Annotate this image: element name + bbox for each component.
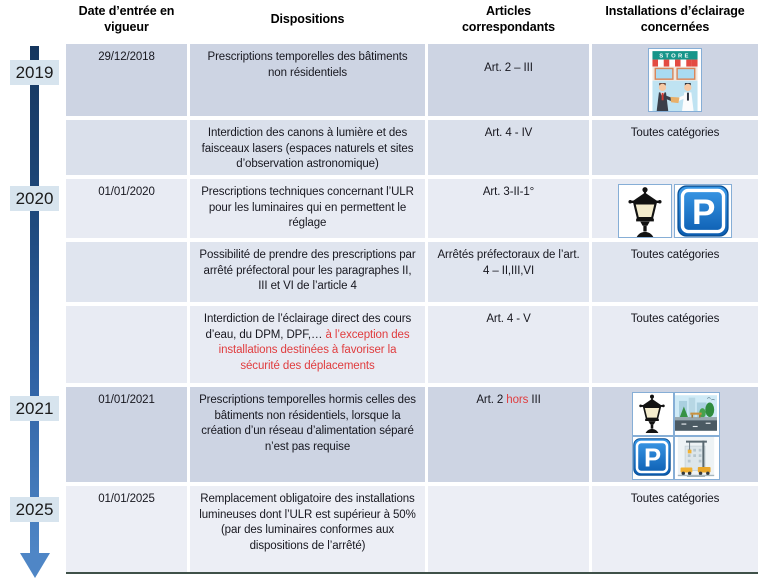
header-cell-dispositions: Dispositions: [190, 0, 425, 40]
highlighted-red-text: à l’exception des installations destinées à favoriser la sécurité des déplacements: [218, 328, 410, 372]
cell-installations: Toutes catégories: [592, 306, 758, 383]
timeline-arrow-down-icon: [20, 553, 50, 578]
cell-dispositions: [190, 120, 425, 175]
cell-articles: [428, 242, 589, 302]
cell-articles: [428, 179, 589, 238]
year-label: 2025: [15, 499, 54, 519]
cell-installations: Toutes catégories: [592, 120, 758, 175]
cell-text: Prescriptions temporelles hormis celles des bâtiments non résidentiels, lorsque la création d’un réseau d’alimentation séparé n’est pas requise: [199, 394, 416, 453]
svg-text:P: P: [692, 193, 716, 232]
cell-articles: [428, 387, 589, 482]
street-lamp-icon: [632, 392, 674, 436]
cell-date: 01/01/2020: [66, 179, 187, 238]
header-cell-installations: Installations d’éclairage concernées: [592, 0, 758, 40]
cell-articles: [428, 44, 589, 116]
cell-date: [66, 242, 187, 302]
cell-text: Art. 2 – III: [484, 62, 533, 74]
cell-text: Art. 4 - V: [486, 313, 531, 325]
cell-installations: Toutes catégories: [592, 486, 758, 572]
year-chip-2025: [10, 497, 59, 522]
storefront-businessmen-illustration: [648, 48, 702, 112]
cell-date: [66, 120, 187, 175]
highlighted-red-text: hors: [506, 394, 529, 406]
header-cell-date: Date d’entrée en vigueur: [66, 0, 187, 40]
cell-dispositions: [190, 387, 425, 482]
cell-dispositions: [190, 306, 425, 383]
timeline-bar: [30, 46, 39, 554]
svg-text:P: P: [643, 444, 661, 473]
cell-text: Prescriptions temporelles des bâtiments non résidentiels: [207, 51, 408, 79]
cell-installations: [592, 387, 758, 482]
cell-text: Prescriptions techniques concernant l’ULR pour les luminaires qui en permettent le réglage: [201, 186, 414, 230]
cell-text: Interdiction de l’éclairage direct des cours d’eau, du DPM, DPF,…: [203, 313, 412, 341]
cell-text: Arrêtés préfectoraux de l’art. 4 – II,III,VI: [437, 249, 580, 277]
year-chip-2021: [10, 396, 59, 421]
year-label: 2021: [15, 398, 54, 418]
city-park-illustration: [674, 392, 720, 436]
cell-articles: [428, 486, 589, 572]
cell-dispositions: [190, 179, 425, 238]
cell-text: Possibilité de prendre des prescriptions par arrêté préfectoral pour les paragraphes II, III et VI de l’article 4: [199, 249, 416, 293]
cell-dispositions: [190, 486, 425, 572]
cell-articles: [428, 120, 589, 175]
cell-text: Art. 4 - IV: [484, 127, 533, 139]
cell-date: 01/01/2025: [66, 486, 187, 572]
cell-dispositions: [190, 44, 425, 116]
cell-installations: [592, 179, 758, 238]
parking-sign-icon: [674, 184, 732, 238]
header-cell-articles: Articles correspondants: [428, 0, 589, 40]
svg-text:STORE: STORE: [659, 53, 691, 60]
cell-text: III: [528, 394, 541, 406]
cell-dispositions: [190, 242, 425, 302]
cell-text: Remplacement obligatoire des installations lumineuses dont l’ULR est supérieur à 50% (par des luminaires conformes aux dispositions de l’arrêté): [199, 493, 416, 552]
cell-installations: Toutes catégories: [592, 242, 758, 302]
year-chip-2020: [10, 186, 59, 211]
cell-installations: [592, 44, 758, 116]
year-chip-2019: [10, 60, 59, 85]
cell-date: [66, 306, 187, 383]
cell-text: Art. 2: [476, 394, 507, 406]
cell-articles: [428, 306, 589, 383]
regulations-table: [66, 0, 758, 572]
street-lamp-icon: [618, 184, 672, 238]
cell-text: Interdiction des canons à lumière et des faisceaux lasers (espaces naturels et sites d’observation astronomique): [201, 127, 414, 171]
cell-date: 01/01/2021: [66, 387, 187, 482]
cell-text: Art. 3-II-1°: [482, 186, 535, 198]
awning-stripes: [652, 60, 697, 67]
year-label: 2020: [15, 188, 54, 208]
parking-sign-icon: [632, 436, 674, 480]
cell-date: 29/12/2018: [66, 44, 187, 116]
construction-site-illustration: [674, 436, 720, 480]
year-label: 2019: [15, 62, 54, 82]
table-bottom-rule: [66, 572, 758, 574]
